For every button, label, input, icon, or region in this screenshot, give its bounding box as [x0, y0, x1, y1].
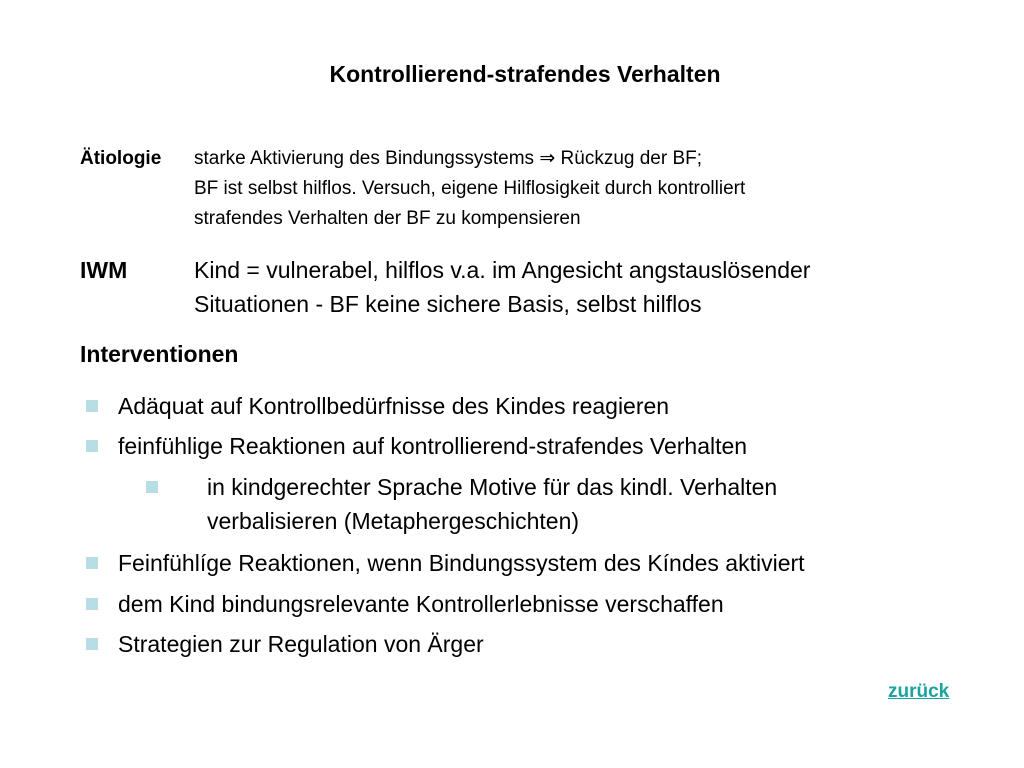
aetiologie-label: Ätiologie: [80, 148, 162, 169]
list-item-text: Strategien zur Regulation von Ärger: [118, 631, 484, 657]
list-item-text: feinfühlige Reaktionen auf kontrollierend-strafendes Verhalten: [118, 433, 748, 459]
list-item-text: Feinfühlíge Reaktionen, wenn Bindungssystem des Kíndes aktiviert: [118, 550, 805, 576]
square-bullet-icon: [86, 598, 98, 610]
sub-list-item-text: [207, 470, 777, 538]
aetiologie-text: [194, 144, 994, 234]
sub-list-item-line: in kindgerechter Sprache Motive für das kindl. Verhalten: [207, 474, 778, 500]
iwm-text: [194, 253, 994, 321]
list-item-text: Adäquat auf Kontrollbedürfnisse des Kindes reagieren: [118, 393, 670, 419]
aetiologie-line: starke Aktivierung des Bindungssystems ⇒ Rückzug der BF;: [194, 148, 703, 169]
iwm-line: Kind = vulnerabel, hilflos v.a. im Angesicht angstauslösender: [194, 257, 811, 283]
aetiologie-line: strafendes Verhalten der BF zu kompensieren: [194, 208, 581, 229]
square-bullet-icon: [86, 557, 98, 569]
square-bullet-icon: [146, 481, 158, 493]
iwm-label: IWM: [80, 257, 128, 283]
square-bullet-icon: [86, 400, 98, 412]
list-item-text: dem Kind bindungsrelevante Kontrollerlebnisse verschaffen: [118, 591, 724, 617]
square-bullet-icon: [86, 440, 98, 452]
sub-list-item-line: verbalisieren (Metaphergeschichten): [207, 508, 580, 534]
slide-title: Kontrollierend-strafendes Verhalten: [329, 61, 721, 87]
aetiologie-line: BF ist selbst hilflos. Versuch, eigene Hilflosigkeit durch kontrolliert: [194, 178, 746, 199]
back-link[interactable]: zurück: [888, 681, 950, 702]
interventions-heading: Interventionen: [80, 341, 239, 367]
square-bullet-icon: [86, 638, 98, 650]
iwm-line: Situationen - BF keine sichere Basis, selbst hilflos: [194, 291, 702, 317]
